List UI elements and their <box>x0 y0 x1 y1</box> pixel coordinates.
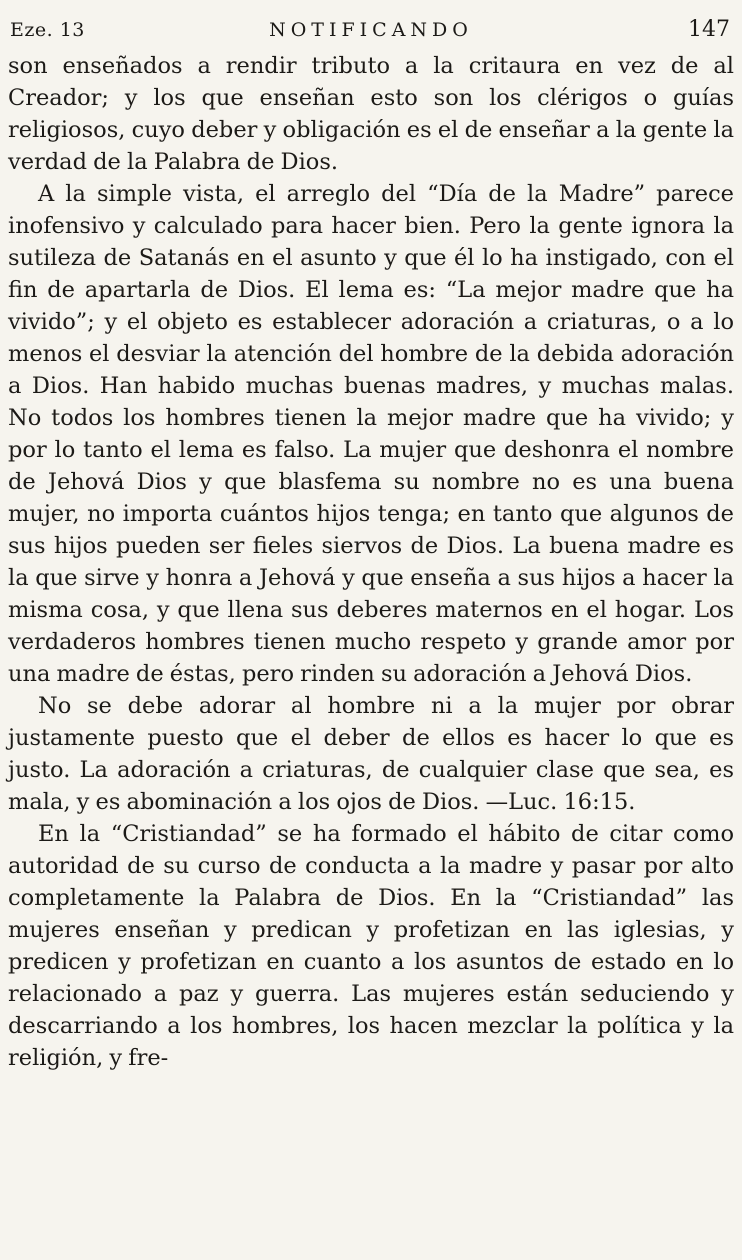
paragraph-continuation: son enseñados a rendir tributo a la critaura en vez de al Creador; y los que enseñan esto son los clérigos o guías religiosos, cuyo deber y obligación es el de enseñar a la gente la verdad de la Palabra de Dios. <box>8 53 734 175</box>
body-text <box>8 50 734 1074</box>
page-number: 147 <box>688 17 730 42</box>
paragraph-creature-worship: No se debe adorar al hombre ni a la mujer por obrar justamente puesto que el deber de ellos es hacer lo que es justo. La adoración a criaturas, de cualquier clase que sea, es mala, y es abominación a los ojos de Dios. —Luc. 16:15. <box>8 693 734 815</box>
paragraph-mothers-day: A la simple vista, el arreglo del “Día de la Madre” parece inofensivo y calculado para hacer bien. Pero la gente ignora la sutileza de Satanás en el asunto y que él lo ha instigado, con el fin de apartarla de Dios. El lema es: “La mejor madre que ha vivido”; y el objeto es establecer adoración a criaturas, o a lo menos el desviar la atención del hombre de la debida adoración a Dios. Han habido muchas buenas madres, y muchas malas. No todos los hombres tienen la mejor madre que ha vivido; y por lo tanto el lema es falso. La mujer que deshonra el nombre de Jehová Dios y que blasfema su nombre no es una buena mujer, no importa cuántos hijos tenga; en tanto que algunos de sus hijos pueden ser fieles siervos de Dios. La buena madre es la que sirve y honra a Jehová y que enseña a sus hijos a hacer la misma cosa, y que llena sus deberes maternos en el hogar. Los verdaderos hombres tienen mucho respeto y grande amor por una madre de éstas, pero rinden su adoración a Jehová Dios. <box>8 181 734 687</box>
paragraph-christendom: En la “Cristiandad” se ha formado el hábito de citar como autoridad de su curso de conducta a la madre y pasar por alto completamente la Palabra de Dios. En la “Cristiandad” las mujeres enseñan y predican y profetizan en las iglesias, y predicen y profetizan en cuanto a los asuntos de estado en lo relacionado a paz y guerra. Las mujeres están seduciendo y descarriando a los hombres, los hacen mezclar la política y la religión, y fre- <box>8 821 734 1071</box>
chapter-reference: Eze. 13 <box>10 19 85 41</box>
running-title: NOTIFICANDO <box>269 19 473 41</box>
page-header <box>8 14 734 46</box>
